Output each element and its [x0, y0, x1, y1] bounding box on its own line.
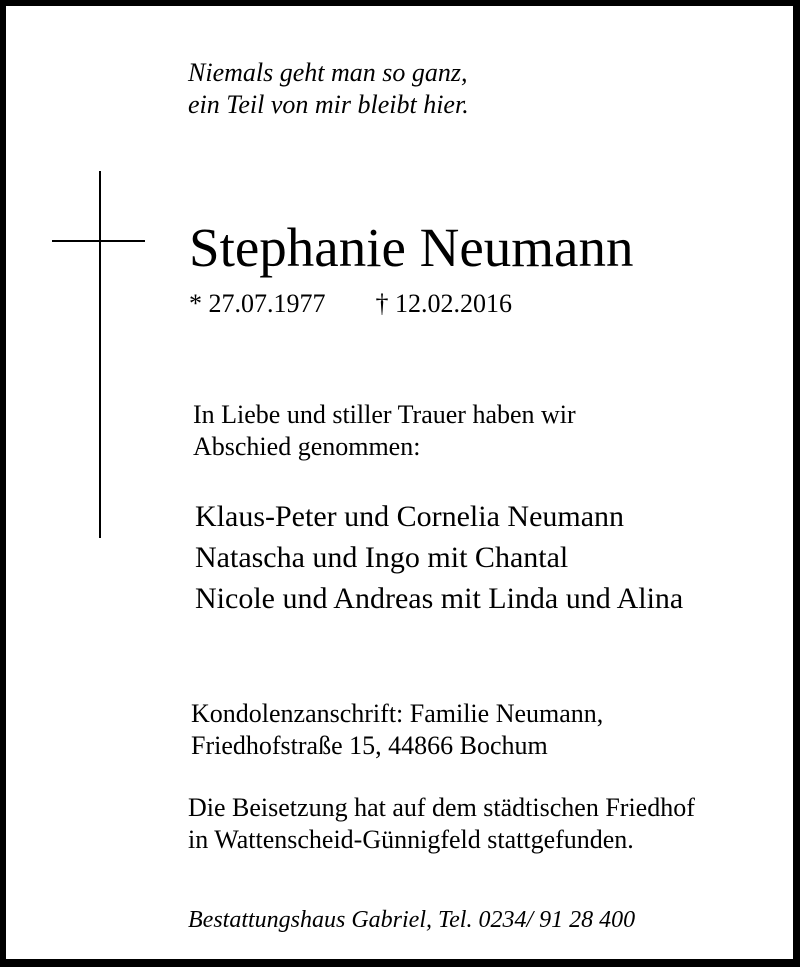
cross-horizontal-bar — [52, 240, 145, 242]
address-line: Kondolenzanschrift: Familie Neumann, — [191, 699, 604, 728]
burial-line: in Wattenscheid-Günnigfeld stattgefunden. — [188, 825, 634, 854]
family-list — [195, 496, 683, 619]
family-member-line: Klaus-Peter und Cornelia Neumann — [195, 500, 625, 533]
burial-notice — [188, 792, 695, 856]
obituary-notice — [6, 6, 793, 959]
motto-quote — [188, 57, 469, 121]
motto-line: Niemals geht man so ganz, — [188, 58, 468, 87]
family-member-line: Nicole und Andreas mit Linda und Alina — [195, 582, 684, 615]
condolence-address — [191, 698, 603, 762]
death-date: † 12.02.2016 — [375, 289, 512, 318]
family-member-line: Natascha und Ingo mit Chantal — [195, 541, 569, 574]
birth-date: * 27.07.1977 — [189, 289, 326, 318]
life-dates — [189, 288, 512, 320]
deceased-name: Stephanie Neumann — [189, 217, 634, 278]
burial-line: Die Beisetzung hat auf dem städtischen Friedhof — [188, 793, 695, 822]
mourning-intro — [193, 399, 576, 463]
funeral-home-contact: Bestattungshaus Gabriel, Tel. 0234/ 91 28 400 — [188, 907, 636, 933]
motto-line: ein Teil von mir bleibt hier. — [188, 90, 469, 119]
intro-line: In Liebe und stiller Trauer haben wir — [193, 400, 576, 429]
address-line: Friedhofstraße 15, 44866 Bochum — [191, 731, 548, 760]
intro-line: Abschied genommen: — [193, 432, 421, 461]
cross-vertical-bar — [99, 171, 101, 538]
